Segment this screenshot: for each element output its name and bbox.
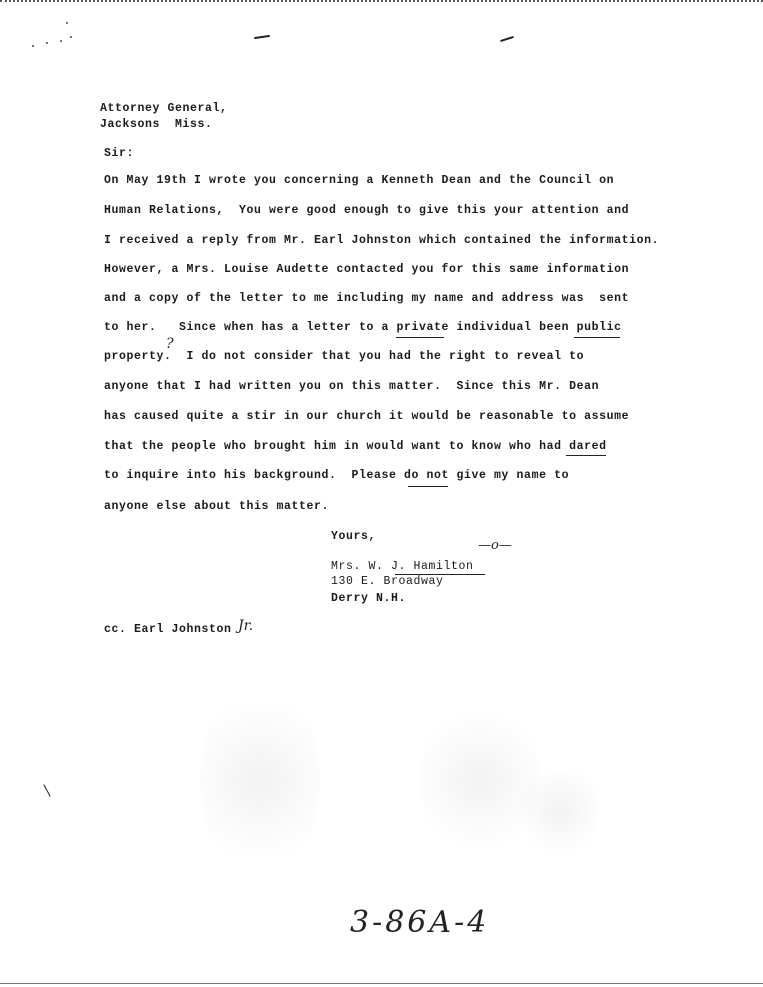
stray-speck: [32, 45, 34, 47]
body-line: Human Relations, You were good enough to give this your attention and: [104, 204, 630, 217]
stray-speck: [66, 22, 68, 24]
handwritten-underline: [408, 486, 448, 487]
signature-flourish: —o—: [478, 538, 512, 553]
body-line: that the people who brought him in would want to know who had dared: [104, 440, 607, 453]
stray-mark: [254, 35, 270, 39]
handwritten-underline: [574, 337, 620, 338]
page-bottom-border: [0, 983, 763, 984]
body-line: and a copy of the letter to me including my name and address was sent: [104, 292, 630, 305]
closing: Yours,: [331, 530, 377, 543]
page-number: 3-86A-4: [350, 905, 490, 940]
signature-address-2: Derry N.H.: [331, 592, 407, 605]
body-line: to inquire into his background. Please do not give my name to: [104, 469, 570, 482]
body-line: property. I do not consider that you had the right to reveal to: [104, 350, 585, 363]
handwritten-underline: [396, 337, 444, 338]
stray-speck: [46, 42, 48, 44]
body-line: anyone that I had written you on this matter. Since this Mr. Dean: [104, 380, 600, 393]
body-line: has caused quite a stir in our church it would be reasonable to assume: [104, 410, 630, 423]
body-line: anyone else about this matter.: [104, 500, 330, 513]
page-top-border: [0, 0, 763, 8]
stray-mark: [500, 36, 514, 42]
handwritten-underline: [566, 455, 606, 456]
stray-speck: [70, 36, 72, 38]
addressee-line-2: Jacksons Miss.: [100, 118, 213, 131]
signature-name: Mrs. W. J. Hamilton: [331, 560, 474, 573]
handwritten-question-mark: ?: [166, 336, 174, 352]
body-line: to her. Since when has a letter to a private individual been public: [104, 321, 622, 334]
body-line: I received a reply from Mr. Earl Johnston which contained the information.: [104, 234, 660, 247]
stray-mark: [43, 784, 50, 797]
body-line: However, a Mrs. Louise Audette contacted you for this same information: [104, 263, 630, 276]
bleed-through-shading: [200, 680, 320, 880]
addressee-line-1: Attorney General,: [100, 102, 228, 115]
stray-speck: [60, 40, 62, 42]
cc-line: cc. Earl Johnston: [104, 623, 232, 636]
cc-handwritten-note: Jr.: [238, 618, 254, 634]
salutation: Sir:: [104, 147, 135, 160]
bleed-through-shading: [520, 760, 600, 860]
bleed-through-shading: [420, 700, 540, 860]
body-line: On May 19th I wrote you concerning a Kenneth Dean and the Council on: [104, 174, 615, 187]
signature-address-1: 130 E. Broadway: [331, 575, 444, 588]
